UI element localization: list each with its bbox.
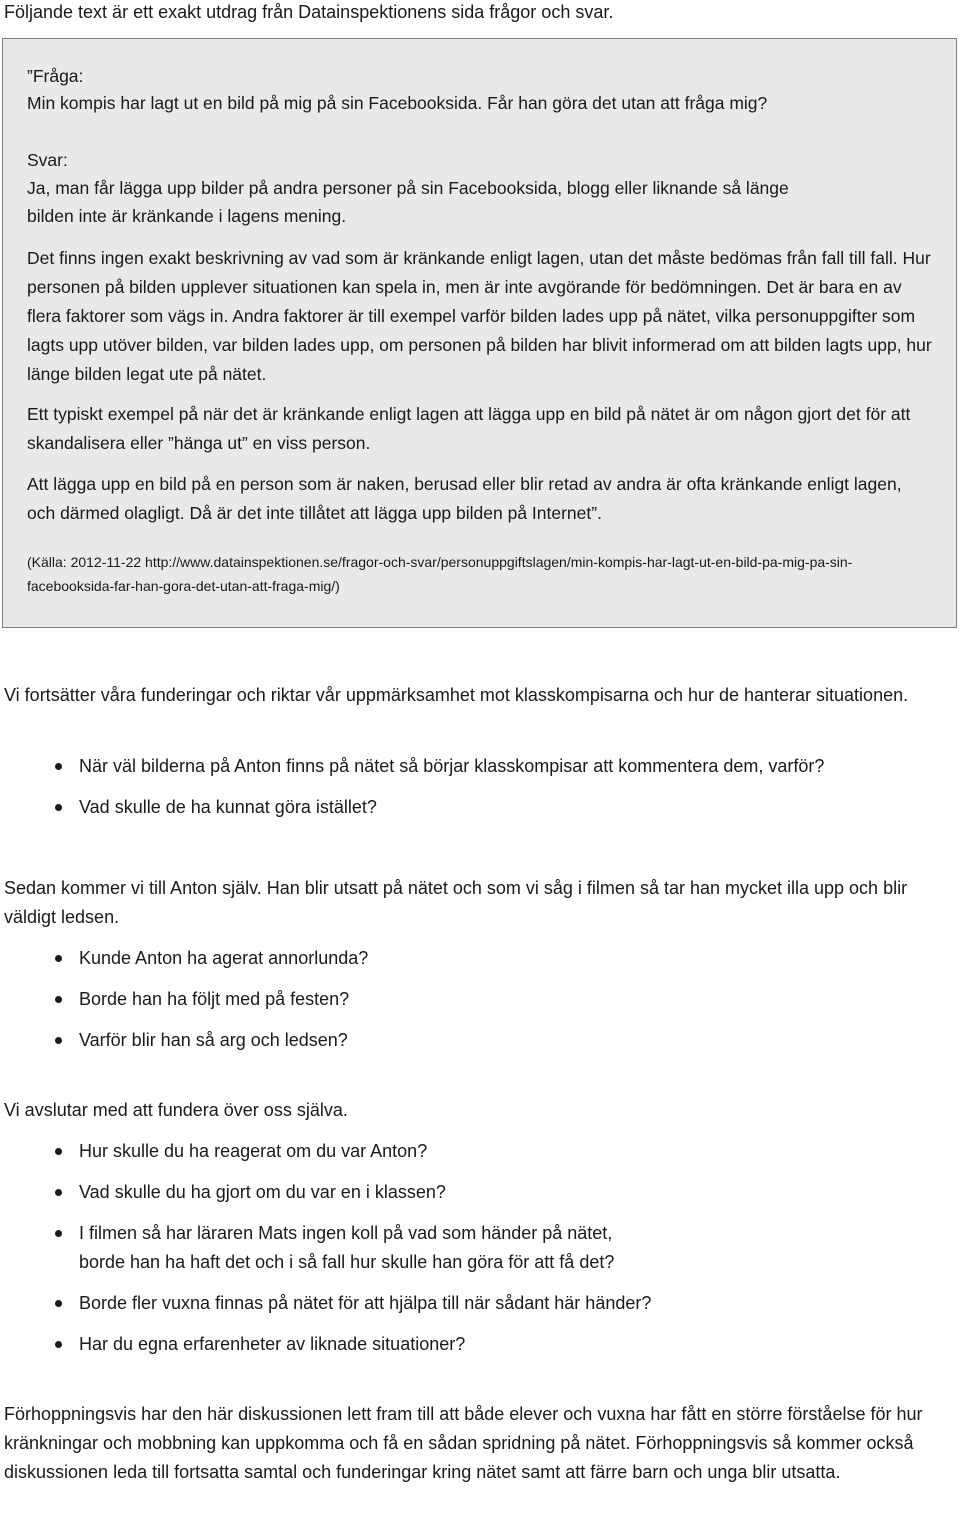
answer-line-1: Ja, man får lägga upp bilder på andra personer på sin Facebooksida, blogg eller liknande så länge [27, 178, 789, 198]
list-item: Borde han ha följt med på festen? [0, 985, 940, 1014]
list-item: Hur skulle du ha reagerat om du var Anton? [0, 1137, 940, 1166]
list-item: När väl bilderna på Anton finns på nätet så börjar klasskompisar att kommentera dem, varför? [0, 752, 940, 781]
list-item: I filmen så har läraren Mats ingen koll på vad som händer på nätet, borde han ha haft det och i så fall hur skulle han göra för att få det? [0, 1219, 940, 1277]
section-1-bullets [0, 752, 940, 834]
source-citation: (Källa: 2012-11-22 http://www.datainspektionen.se/fragor-och-svar/personuppgiftslagen/min-kompis-har-lagt-ut-en-bild-pa-mig-pa-sin-facebooksida-far-han-gora-det-utan-att-fraga-mig/) [27, 554, 853, 594]
answer-paragraph-3: Att lägga upp en bild på en person som är naken, berusad eller blir retad av andra är ofta kränkande enligt lagen, och därmed olagligt. Då är det inte tillåtet att lägga upp bilden på Internet”. [27, 474, 902, 523]
list-item: Vad skulle du ha gjort om du var en i klassen? [0, 1178, 940, 1207]
intro-text: Följande text är ett exakt utdrag från Datainspektionens sida frågor och svar. [4, 2, 614, 22]
closing-paragraph: Förhoppningsvis har den här diskussionen lett fram till att både elever och vuxna har fått en större förståelse för hur kränkningar och mobbning kan uppkomma och få en sådan spridning på nätet. Förhoppningsvis så kommer också diskussionen leda till fortsatta samtal och funderingar kring nätet samt att färre barn och unga blir utsatta. [4, 1404, 923, 1482]
section-3-text: Vi avslutar med att fundera över oss själva. [4, 1100, 348, 1120]
question-text: Min kompis har lagt ut en bild på mig på sin Facebooksida. Får han göra det utan att fråga mig? [27, 93, 768, 113]
section-2-bullets [0, 944, 940, 1067]
section-3-bullets [0, 1137, 940, 1371]
question-label: ”Fråga: [27, 66, 84, 86]
list-item: Kunde Anton ha agerat annorlunda? [0, 944, 940, 973]
list-item: Vad skulle de ha kunnat göra istället? [0, 793, 940, 822]
section-2-text: Sedan kommer vi till Anton själv. Han blir utsatt på nätet och som vi såg i filmen så tar han mycket illa upp och blir väldigt ledsen. [4, 878, 908, 927]
answer-line-2: bilden inte är kränkande i lagens mening. [27, 206, 347, 226]
list-item: Borde fler vuxna finnas på nätet för att hjälpa till när sådant här händer? [0, 1289, 940, 1318]
answer-paragraph-1: Det finns ingen exakt beskrivning av vad som är kränkande enligt lagen, utan det måste bedömas från fall till fall. Hur personen på bilden upplever situationen kan spela in, men är inte avgörande för bedömningen. Det är bara en av flera faktorer som vägs in. Andra faktorer är till exempel varför bilden lades upp på nätet, vilka personuppgifter som lagts upp utöver bilden, var bilden lades upp, om personen på bilden har blivit informerad om att bilden lagts upp, hur länge bilden legat ute på nätet. [27, 248, 932, 384]
answer-label: Svar: [27, 150, 68, 170]
answer-paragraph-2: Ett typiskt exempel på när det är kränkande enligt lagen att lägga upp en bild på nätet är om någon gjort det för att skandalisera eller ”hänga ut” en viss person. [27, 404, 911, 453]
list-item: Varför blir han så arg och ledsen? [0, 1026, 940, 1055]
quote-box [2, 38, 957, 628]
list-item: Har du egna erfarenheter av liknade situationer? [0, 1330, 940, 1359]
section-1-text: Vi fortsätter våra funderingar och riktar vår uppmärksamhet mot klasskompisarna och hur de hanterar situationen. [4, 685, 909, 705]
